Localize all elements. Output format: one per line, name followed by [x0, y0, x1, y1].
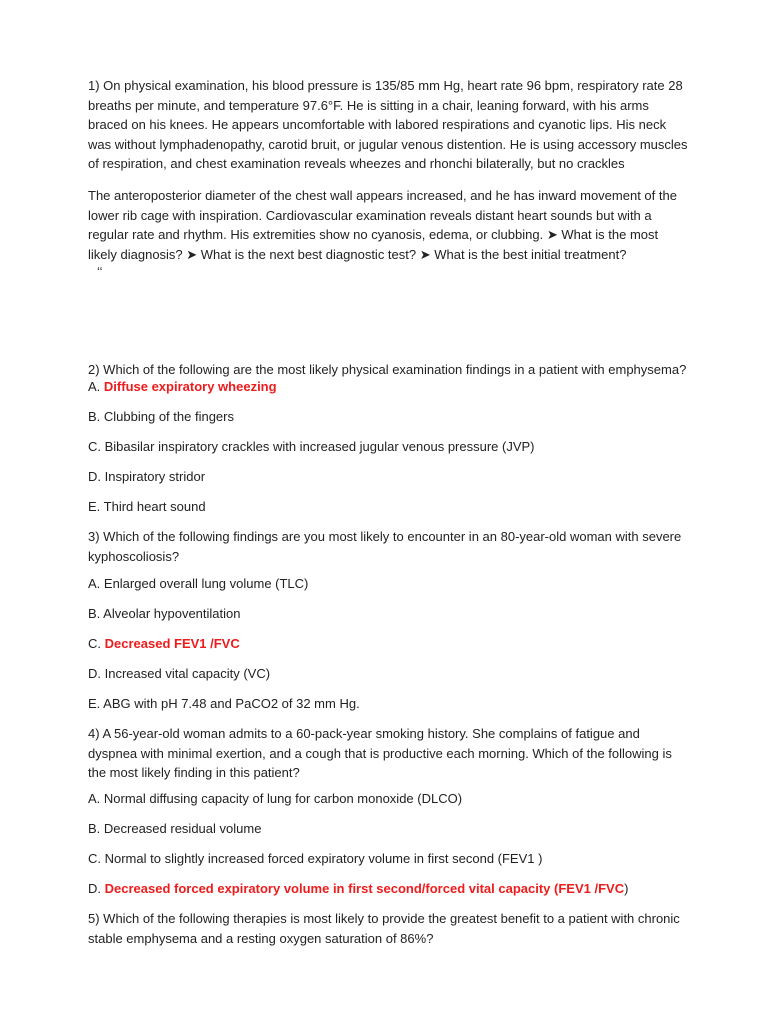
q4-question: 4) A 56-year-old woman admits to a 60-pack-year smoking history. She complains of fatigue and dyspnea with minimal exertion, and a cough that is productive each morning. Which of the following is the most likely finding in this patient?: [88, 726, 672, 780]
q3-option-d: D. Increased vital capacity (VC): [88, 666, 271, 681]
q1-text-1: On physical examination, his blood pressure is 135/85 mm Hg, heart rate 96 bpm, respiratory rate 28 breaths per minute, and temperature 97.6°F. He is sitting in a chair, leaning forward, with his arms braced on his knees. He appears uncomfortable with labored respirations and cyanotic lips. His neck was without lymphadenopathy, carotid bruit, or jugular venous distention. He is using accessory muscles of respiration, and chest examination reveals wheezes and rhonchi bilaterally, but no crackles: [88, 78, 688, 171]
q4-option-d: [88, 879, 688, 899]
q4-option-d-answer: Decreased forced expiratory volume in first second/forced vital capacity (FEV1 /FVC: [104, 881, 625, 896]
q1-paragraph-2: The anteroposterior diameter of the chest wall appears increased, and he has inward movement of the lower rib cage with inspiration. Cardiovascular examination reveals distant heart sounds but with a regular rate and rhythm. His extremities show no cyanosis, edema, or clubbing. ➤ What is the most likely diagnosis? ➤ What is the next best diagnostic test? ➤ What is the best initial treatment?: [88, 188, 677, 262]
q2-option-d: D. Inspiratory stridor: [88, 469, 206, 484]
q1-number: 1): [88, 78, 100, 93]
q2-number: 2): [88, 362, 100, 377]
q3-option-e: E. ABG with pH 7.48 and PaCO2 of 32 mm Hg.: [88, 696, 360, 711]
q3-option-a: A. Enlarged overall lung volume (TLC): [88, 576, 309, 591]
q2-question-text: Which of the following are the most likely physical examination findings in a patient with emphysema?: [99, 362, 687, 377]
q4-option-a: A. Normal diffusing capacity of lung for carbon monoxide (DLCO): [88, 791, 463, 806]
q3-option-c-prefix: C.: [88, 636, 105, 651]
q1-trailing-mark: ‘‘: [97, 264, 103, 279]
q2-option-a-answer: Diffuse expiratory wheezing: [103, 379, 277, 394]
q4-option-d-suffix: ): [624, 881, 629, 896]
q3-option-c: [88, 634, 688, 654]
q1-paragraph-1: [88, 76, 688, 174]
q2-option-e: E. Third heart sound: [88, 499, 206, 514]
q3-question: 3) Which of the following findings are you most likely to encounter in an 80-year-old woman with severe kyphoscoliosis?: [88, 529, 682, 564]
q4-option-b: B. Decreased residual volume: [88, 821, 262, 836]
q3-option-c-answer: Decreased FEV1 /FVC: [104, 636, 240, 651]
q2-option-a-prefix: A.: [88, 379, 104, 394]
q4-option-c: C. Normal to slightly increased forced expiratory volume in first second (FEV1 ): [88, 851, 543, 866]
q2-option-c: C. Bibasilar inspiratory crackles with increased jugular venous pressure (JVP): [88, 439, 535, 454]
q4-option-d-prefix: D.: [88, 881, 105, 896]
q2-option-b: B. Clubbing of the fingers: [88, 409, 234, 424]
q5-question: 5) Which of the following therapies is most likely to provide the greatest benefit to a patient with chronic stable emphysema and a resting oxygen saturation of 86%?: [88, 911, 680, 946]
q3-option-b: B. Alveolar hypoventilation: [88, 606, 241, 621]
q2-option-a: [88, 377, 688, 397]
